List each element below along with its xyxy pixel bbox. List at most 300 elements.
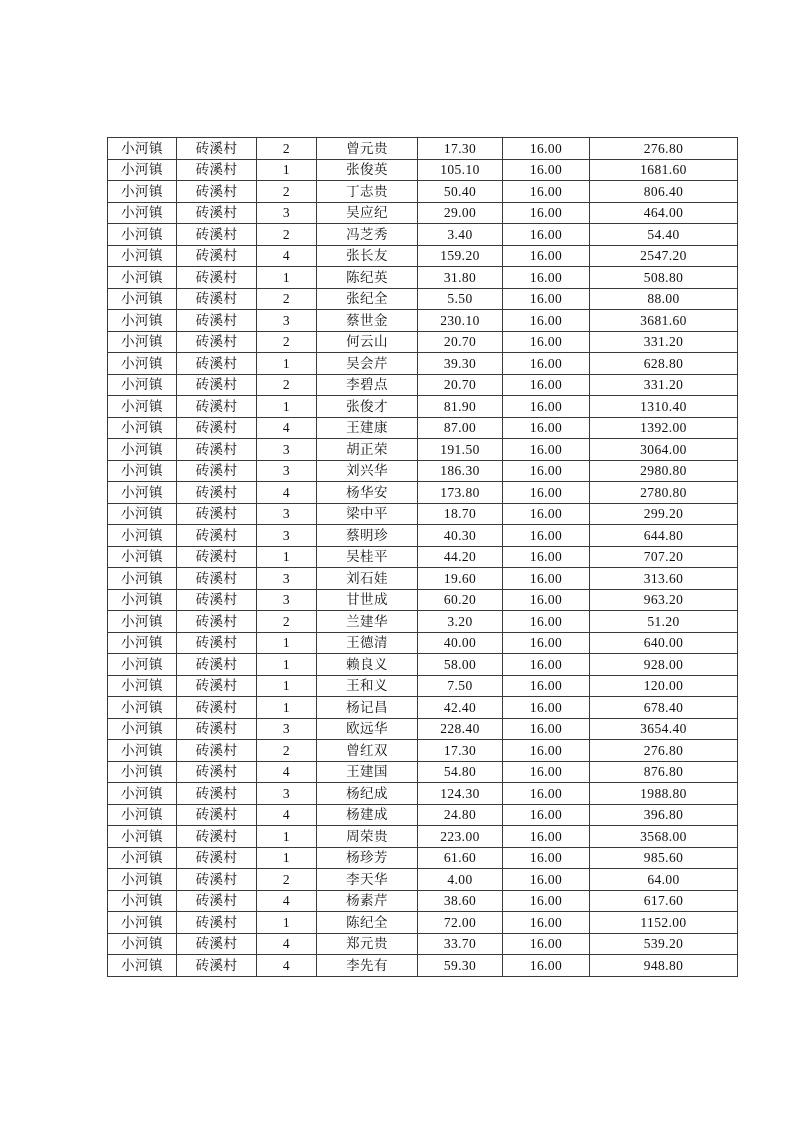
table-cell-quantity: 61.60 [418, 847, 503, 869]
table-cell-group: 1 [257, 159, 317, 181]
table-cell-group: 4 [257, 890, 317, 912]
table-cell-group: 3 [257, 439, 317, 461]
table-cell-village: 砖溪村 [177, 718, 257, 740]
table-cell-name: 梁中平 [317, 503, 418, 525]
table-cell-name: 周荣贵 [317, 826, 418, 848]
table-cell-name: 陈纪英 [317, 267, 418, 289]
table-row [108, 460, 738, 482]
table-cell-group: 3 [257, 568, 317, 590]
table-cell-total: 88.00 [590, 288, 738, 310]
table-cell-name: 杨素芹 [317, 890, 418, 912]
table-cell-quantity: 39.30 [418, 353, 503, 375]
table-cell-town: 小河镇 [108, 503, 177, 525]
table-cell-town: 小河镇 [108, 761, 177, 783]
table-cell-quantity: 7.50 [418, 675, 503, 697]
table-cell-unit_price: 16.00 [503, 202, 590, 224]
table-cell-group: 2 [257, 224, 317, 246]
table-cell-group: 2 [257, 288, 317, 310]
table-cell-village: 砖溪村 [177, 224, 257, 246]
table-row [108, 245, 738, 267]
table-cell-unit_price: 16.00 [503, 546, 590, 568]
table-cell-village: 砖溪村 [177, 804, 257, 826]
table-cell-total: 508.80 [590, 267, 738, 289]
table-cell-town: 小河镇 [108, 396, 177, 418]
table-cell-unit_price: 16.00 [503, 568, 590, 590]
table-cell-name: 王建国 [317, 761, 418, 783]
table-cell-total: 120.00 [590, 675, 738, 697]
table-cell-unit_price: 16.00 [503, 245, 590, 267]
table-cell-name: 郑元贵 [317, 933, 418, 955]
table-cell-group: 1 [257, 353, 317, 375]
table-cell-name: 张俊英 [317, 159, 418, 181]
table-cell-village: 砖溪村 [177, 288, 257, 310]
table-cell-group: 4 [257, 245, 317, 267]
table-cell-village: 砖溪村 [177, 697, 257, 719]
table-cell-village: 砖溪村 [177, 847, 257, 869]
table-cell-total: 2980.80 [590, 460, 738, 482]
table-cell-unit_price: 16.00 [503, 740, 590, 762]
table-row [108, 568, 738, 590]
table-row [108, 224, 738, 246]
table-row [108, 697, 738, 719]
table-cell-total: 628.80 [590, 353, 738, 375]
table-cell-village: 砖溪村 [177, 138, 257, 160]
table-cell-quantity: 44.20 [418, 546, 503, 568]
table-cell-group: 2 [257, 611, 317, 633]
table-row [108, 482, 738, 504]
table-cell-name: 曾红双 [317, 740, 418, 762]
table-cell-unit_price: 16.00 [503, 525, 590, 547]
table-row [108, 718, 738, 740]
table-cell-group: 4 [257, 761, 317, 783]
table-cell-unit_price: 16.00 [503, 267, 590, 289]
table-cell-group: 3 [257, 718, 317, 740]
table-cell-group: 1 [257, 632, 317, 654]
table-cell-name: 吴桂平 [317, 546, 418, 568]
table-cell-unit_price: 16.00 [503, 224, 590, 246]
table-cell-town: 小河镇 [108, 826, 177, 848]
table-cell-quantity: 105.10 [418, 159, 503, 181]
table-cell-quantity: 29.00 [418, 202, 503, 224]
table-row [108, 826, 738, 848]
table-cell-group: 2 [257, 181, 317, 203]
table-cell-town: 小河镇 [108, 159, 177, 181]
table-cell-town: 小河镇 [108, 847, 177, 869]
table-cell-quantity: 19.60 [418, 568, 503, 590]
table-cell-unit_price: 16.00 [503, 912, 590, 934]
table-cell-village: 砖溪村 [177, 439, 257, 461]
table-cell-quantity: 20.70 [418, 331, 503, 353]
table-cell-village: 砖溪村 [177, 869, 257, 891]
table-cell-name: 兰建华 [317, 611, 418, 633]
table-cell-village: 砖溪村 [177, 460, 257, 482]
table-cell-town: 小河镇 [108, 224, 177, 246]
table-cell-town: 小河镇 [108, 611, 177, 633]
table-cell-group: 3 [257, 783, 317, 805]
table-cell-unit_price: 16.00 [503, 138, 590, 160]
table-cell-unit_price: 16.00 [503, 181, 590, 203]
table-cell-unit_price: 16.00 [503, 331, 590, 353]
table-cell-town: 小河镇 [108, 310, 177, 332]
table-cell-total: 2780.80 [590, 482, 738, 504]
table-cell-unit_price: 16.00 [503, 783, 590, 805]
table-cell-town: 小河镇 [108, 933, 177, 955]
table-cell-quantity: 186.30 [418, 460, 503, 482]
table-cell-unit_price: 16.00 [503, 804, 590, 826]
table-cell-unit_price: 16.00 [503, 632, 590, 654]
table-cell-group: 1 [257, 267, 317, 289]
table-cell-quantity: 87.00 [418, 417, 503, 439]
table-cell-village: 砖溪村 [177, 933, 257, 955]
table-cell-quantity: 17.30 [418, 138, 503, 160]
table-cell-group: 1 [257, 912, 317, 934]
table-cell-total: 948.80 [590, 955, 738, 977]
table-cell-name: 何云山 [317, 331, 418, 353]
table-cell-total: 396.80 [590, 804, 738, 826]
table-cell-unit_price: 16.00 [503, 396, 590, 418]
table-cell-total: 640.00 [590, 632, 738, 654]
table-cell-town: 小河镇 [108, 955, 177, 977]
table-cell-quantity: 223.00 [418, 826, 503, 848]
table-cell-quantity: 18.70 [418, 503, 503, 525]
table-cell-group: 1 [257, 654, 317, 676]
table-cell-village: 砖溪村 [177, 525, 257, 547]
table-cell-quantity: 228.40 [418, 718, 503, 740]
table-cell-group: 3 [257, 310, 317, 332]
table-cell-group: 4 [257, 482, 317, 504]
table-cell-name: 刘兴华 [317, 460, 418, 482]
table-cell-unit_price: 16.00 [503, 718, 590, 740]
table-row [108, 202, 738, 224]
table-cell-total: 64.00 [590, 869, 738, 891]
table-cell-total: 876.80 [590, 761, 738, 783]
table-cell-name: 杨珍芳 [317, 847, 418, 869]
table-cell-village: 砖溪村 [177, 912, 257, 934]
table-cell-total: 985.60 [590, 847, 738, 869]
table-cell-name: 李先有 [317, 955, 418, 977]
table-cell-town: 小河镇 [108, 374, 177, 396]
table-cell-quantity: 17.30 [418, 740, 503, 762]
table-cell-total: 51.20 [590, 611, 738, 633]
table-cell-town: 小河镇 [108, 138, 177, 160]
table-row [108, 288, 738, 310]
table-cell-village: 砖溪村 [177, 503, 257, 525]
table-cell-unit_price: 16.00 [503, 890, 590, 912]
table-row [108, 804, 738, 826]
table-cell-quantity: 33.70 [418, 933, 503, 955]
table-cell-name: 吴应纪 [317, 202, 418, 224]
table-cell-village: 砖溪村 [177, 826, 257, 848]
table-cell-town: 小河镇 [108, 546, 177, 568]
table-cell-village: 砖溪村 [177, 783, 257, 805]
table-cell-unit_price: 16.00 [503, 654, 590, 676]
table-row [108, 374, 738, 396]
table-cell-village: 砖溪村 [177, 181, 257, 203]
table-cell-village: 砖溪村 [177, 310, 257, 332]
table-cell-village: 砖溪村 [177, 589, 257, 611]
table-cell-unit_price: 16.00 [503, 697, 590, 719]
table-cell-group: 4 [257, 804, 317, 826]
table-cell-town: 小河镇 [108, 740, 177, 762]
table-cell-quantity: 59.30 [418, 955, 503, 977]
table-cell-group: 1 [257, 546, 317, 568]
table-cell-town: 小河镇 [108, 525, 177, 547]
table-cell-unit_price: 16.00 [503, 159, 590, 181]
table-cell-total: 1681.60 [590, 159, 738, 181]
table-cell-quantity: 38.60 [418, 890, 503, 912]
table-cell-name: 吴会芹 [317, 353, 418, 375]
table-cell-town: 小河镇 [108, 267, 177, 289]
table-row [108, 761, 738, 783]
table-cell-total: 3568.00 [590, 826, 738, 848]
table-cell-quantity: 40.00 [418, 632, 503, 654]
table-cell-name: 甘世成 [317, 589, 418, 611]
table-cell-group: 3 [257, 202, 317, 224]
table-cell-village: 砖溪村 [177, 353, 257, 375]
table-cell-unit_price: 16.00 [503, 288, 590, 310]
table-cell-total: 1988.80 [590, 783, 738, 805]
table-row [108, 331, 738, 353]
table-cell-town: 小河镇 [108, 353, 177, 375]
table-cell-name: 蔡世金 [317, 310, 418, 332]
table-cell-group: 4 [257, 955, 317, 977]
table-cell-quantity: 3.20 [418, 611, 503, 633]
table-cell-group: 2 [257, 869, 317, 891]
table-cell-total: 3681.60 [590, 310, 738, 332]
table-cell-quantity: 4.00 [418, 869, 503, 891]
table-row [108, 396, 738, 418]
table-cell-quantity: 40.30 [418, 525, 503, 547]
table-cell-town: 小河镇 [108, 697, 177, 719]
table-cell-unit_price: 16.00 [503, 611, 590, 633]
table-cell-quantity: 159.20 [418, 245, 503, 267]
table-cell-unit_price: 16.00 [503, 933, 590, 955]
table-cell-name: 王德清 [317, 632, 418, 654]
table-row [108, 310, 738, 332]
table-cell-total: 1152.00 [590, 912, 738, 934]
table-cell-group: 1 [257, 675, 317, 697]
records-table-body [108, 138, 738, 977]
table-cell-unit_price: 16.00 [503, 761, 590, 783]
table-cell-village: 砖溪村 [177, 417, 257, 439]
table-cell-town: 小河镇 [108, 482, 177, 504]
table-row [108, 740, 738, 762]
table-cell-name: 曾元贵 [317, 138, 418, 160]
table-cell-quantity: 58.00 [418, 654, 503, 676]
table-cell-unit_price: 16.00 [503, 417, 590, 439]
table-cell-name: 张纪全 [317, 288, 418, 310]
table-cell-group: 2 [257, 740, 317, 762]
records-table [107, 137, 738, 977]
table-row [108, 783, 738, 805]
table-cell-total: 644.80 [590, 525, 738, 547]
table-cell-town: 小河镇 [108, 654, 177, 676]
table-cell-name: 陈纪全 [317, 912, 418, 934]
table-row [108, 525, 738, 547]
table-cell-total: 963.20 [590, 589, 738, 611]
table-cell-quantity: 191.50 [418, 439, 503, 461]
table-cell-village: 砖溪村 [177, 890, 257, 912]
table-cell-village: 砖溪村 [177, 331, 257, 353]
table-cell-name: 杨记昌 [317, 697, 418, 719]
table-cell-unit_price: 16.00 [503, 826, 590, 848]
table-row [108, 503, 738, 525]
table-cell-unit_price: 16.00 [503, 460, 590, 482]
table-cell-village: 砖溪村 [177, 955, 257, 977]
table-cell-name: 杨华安 [317, 482, 418, 504]
table-row [108, 912, 738, 934]
table-cell-quantity: 31.80 [418, 267, 503, 289]
table-cell-village: 砖溪村 [177, 654, 257, 676]
table-row [108, 417, 738, 439]
table-row [108, 890, 738, 912]
table-cell-total: 331.20 [590, 331, 738, 353]
table-cell-name: 丁志贵 [317, 181, 418, 203]
table-cell-total: 54.40 [590, 224, 738, 246]
table-cell-town: 小河镇 [108, 181, 177, 203]
table-cell-name: 欧远华 [317, 718, 418, 740]
table-cell-unit_price: 16.00 [503, 439, 590, 461]
table-cell-village: 砖溪村 [177, 245, 257, 267]
table-cell-name: 王建康 [317, 417, 418, 439]
table-cell-unit_price: 16.00 [503, 589, 590, 611]
table-cell-village: 砖溪村 [177, 761, 257, 783]
table-cell-quantity: 42.40 [418, 697, 503, 719]
table-cell-town: 小河镇 [108, 912, 177, 934]
table-cell-quantity: 124.30 [418, 783, 503, 805]
table-cell-name: 李天华 [317, 869, 418, 891]
table-cell-total: 276.80 [590, 138, 738, 160]
table-cell-unit_price: 16.00 [503, 675, 590, 697]
table-cell-unit_price: 16.00 [503, 482, 590, 504]
table-cell-total: 3654.40 [590, 718, 738, 740]
table-cell-group: 4 [257, 933, 317, 955]
table-cell-total: 707.20 [590, 546, 738, 568]
table-cell-village: 砖溪村 [177, 159, 257, 181]
table-cell-group: 3 [257, 503, 317, 525]
table-cell-town: 小河镇 [108, 869, 177, 891]
table-cell-town: 小河镇 [108, 675, 177, 697]
table-cell-total: 928.00 [590, 654, 738, 676]
table-cell-name: 冯芝秀 [317, 224, 418, 246]
table-cell-unit_price: 16.00 [503, 503, 590, 525]
table-cell-total: 313.60 [590, 568, 738, 590]
table-row [108, 869, 738, 891]
table-cell-total: 539.20 [590, 933, 738, 955]
table-cell-name: 蔡明珍 [317, 525, 418, 547]
table-cell-group: 1 [257, 826, 317, 848]
table-cell-total: 2547.20 [590, 245, 738, 267]
table-cell-unit_price: 16.00 [503, 869, 590, 891]
table-cell-quantity: 81.90 [418, 396, 503, 418]
table-cell-total: 678.40 [590, 697, 738, 719]
table-cell-village: 砖溪村 [177, 267, 257, 289]
table-cell-town: 小河镇 [108, 331, 177, 353]
table-row [108, 933, 738, 955]
table-cell-town: 小河镇 [108, 718, 177, 740]
table-cell-village: 砖溪村 [177, 202, 257, 224]
table-cell-town: 小河镇 [108, 783, 177, 805]
table-cell-quantity: 173.80 [418, 482, 503, 504]
table-row [108, 654, 738, 676]
table-cell-town: 小河镇 [108, 568, 177, 590]
table-cell-total: 806.40 [590, 181, 738, 203]
table-cell-town: 小河镇 [108, 202, 177, 224]
table-row [108, 675, 738, 697]
table-row [108, 267, 738, 289]
table-cell-town: 小河镇 [108, 288, 177, 310]
table-cell-town: 小河镇 [108, 632, 177, 654]
table-cell-town: 小河镇 [108, 589, 177, 611]
table-row [108, 353, 738, 375]
table-cell-unit_price: 16.00 [503, 353, 590, 375]
table-cell-name: 杨纪成 [317, 783, 418, 805]
table-cell-village: 砖溪村 [177, 482, 257, 504]
table-cell-total: 617.60 [590, 890, 738, 912]
table-cell-quantity: 230.10 [418, 310, 503, 332]
table-cell-total: 299.20 [590, 503, 738, 525]
table-cell-group: 3 [257, 589, 317, 611]
table-cell-quantity: 72.00 [418, 912, 503, 934]
table-cell-town: 小河镇 [108, 804, 177, 826]
table-cell-quantity: 3.40 [418, 224, 503, 246]
table-cell-total: 3064.00 [590, 439, 738, 461]
table-cell-unit_price: 16.00 [503, 847, 590, 869]
table-cell-name: 张长友 [317, 245, 418, 267]
table-cell-group: 1 [257, 697, 317, 719]
table-cell-quantity: 54.80 [418, 761, 503, 783]
table-cell-group: 1 [257, 847, 317, 869]
table-cell-name: 李碧点 [317, 374, 418, 396]
table-cell-village: 砖溪村 [177, 546, 257, 568]
table-cell-unit_price: 16.00 [503, 955, 590, 977]
table-cell-total: 331.20 [590, 374, 738, 396]
table-row [108, 181, 738, 203]
table-row [108, 955, 738, 977]
table-cell-quantity: 5.50 [418, 288, 503, 310]
table-cell-village: 砖溪村 [177, 740, 257, 762]
table-row [108, 589, 738, 611]
table-cell-name: 赖良义 [317, 654, 418, 676]
table-cell-village: 砖溪村 [177, 632, 257, 654]
table-cell-village: 砖溪村 [177, 675, 257, 697]
table-cell-village: 砖溪村 [177, 374, 257, 396]
table-row [108, 847, 738, 869]
table-row [108, 138, 738, 160]
table-cell-total: 1310.40 [590, 396, 738, 418]
table-cell-group: 1 [257, 396, 317, 418]
table-cell-name: 杨建成 [317, 804, 418, 826]
table-cell-group: 4 [257, 417, 317, 439]
table-cell-total: 464.00 [590, 202, 738, 224]
table-cell-quantity: 20.70 [418, 374, 503, 396]
table-cell-group: 2 [257, 374, 317, 396]
table-cell-village: 砖溪村 [177, 396, 257, 418]
table-cell-town: 小河镇 [108, 460, 177, 482]
table-cell-name: 刘石娃 [317, 568, 418, 590]
table-cell-group: 2 [257, 138, 317, 160]
table-cell-total: 276.80 [590, 740, 738, 762]
table-cell-quantity: 50.40 [418, 181, 503, 203]
table-row [108, 439, 738, 461]
table-cell-group: 2 [257, 331, 317, 353]
table-row [108, 611, 738, 633]
table-row [108, 632, 738, 654]
table-cell-unit_price: 16.00 [503, 374, 590, 396]
table-cell-name: 王和义 [317, 675, 418, 697]
table-cell-town: 小河镇 [108, 890, 177, 912]
table-cell-total: 1392.00 [590, 417, 738, 439]
